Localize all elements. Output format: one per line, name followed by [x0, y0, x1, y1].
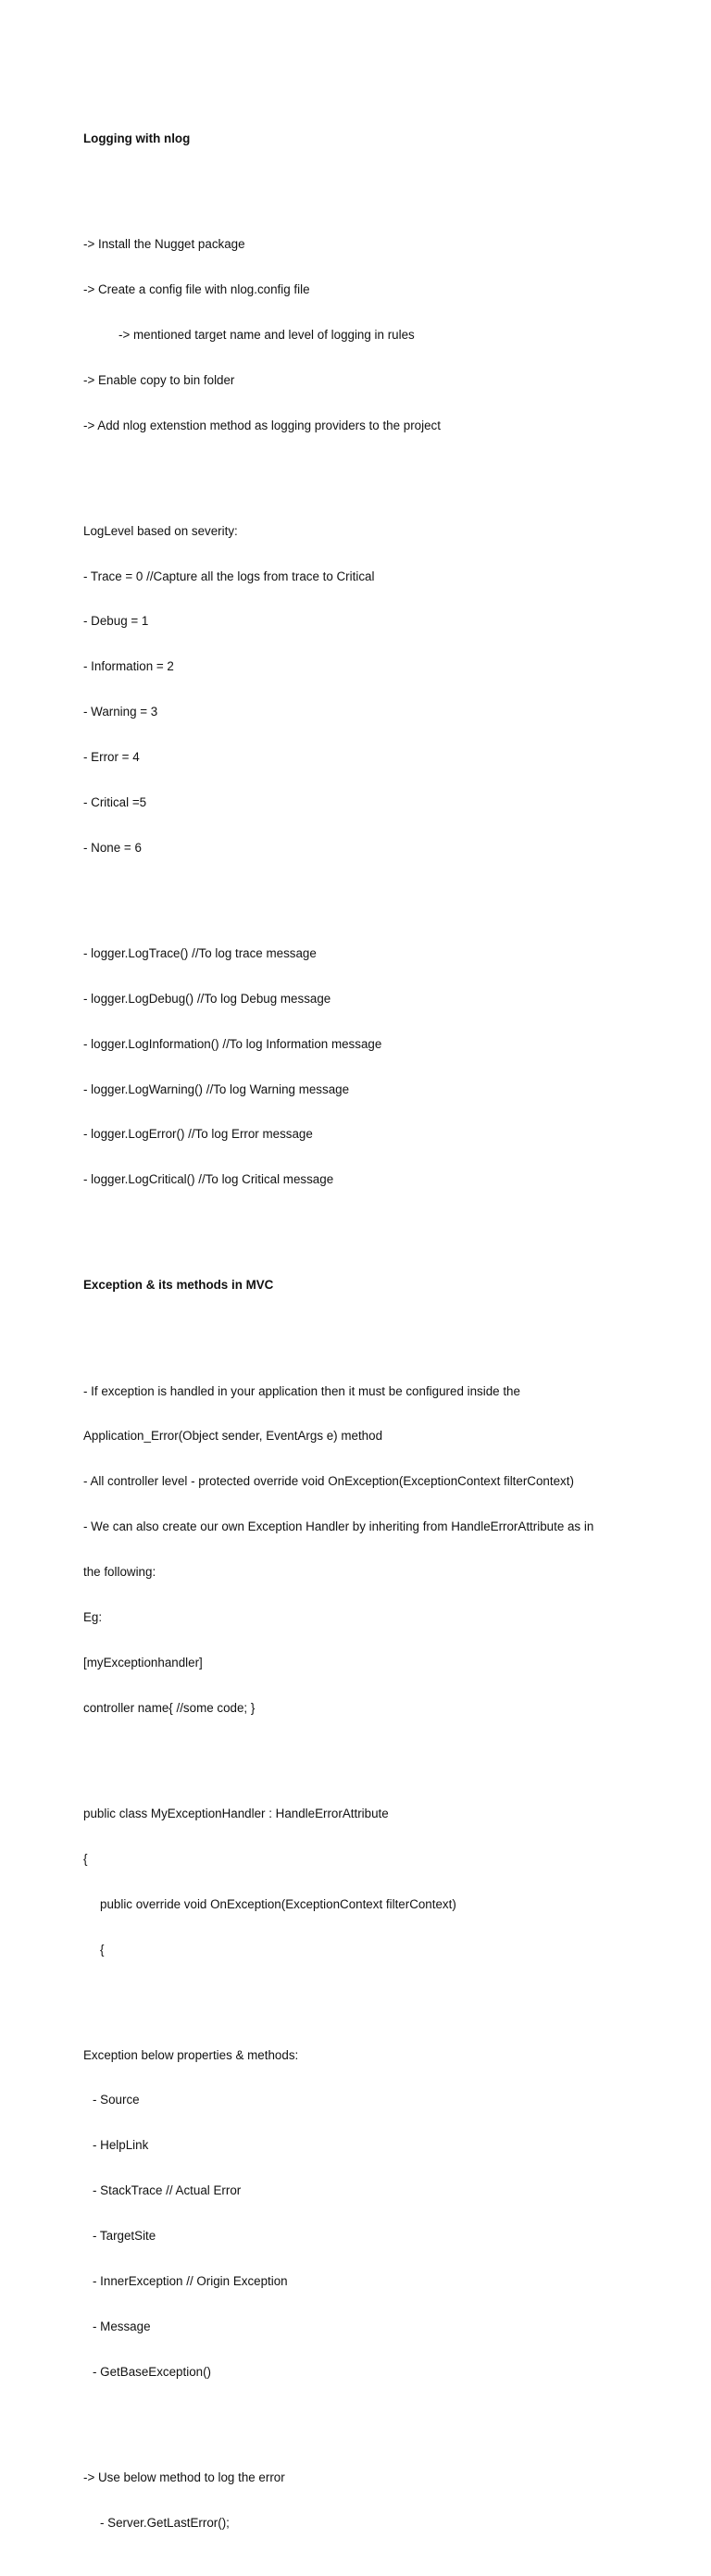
list-item: - Trace = 0 //Capture all the logs from trace to Critical — [83, 569, 375, 583]
list-item: - logger.LogInformation() //To log Information message — [83, 1036, 382, 1051]
code-line: { — [83, 1851, 88, 1866]
list-item: - Error = 4 — [83, 750, 140, 765]
paragraph-line: -> Use below method to log the error — [83, 2470, 285, 2484]
list-item: - logger.LogDebug() //To log Debug message — [83, 991, 331, 1006]
spacer — [83, 1987, 639, 2002]
spacer — [83, 177, 639, 192]
list-item: - Warning = 3 — [83, 705, 158, 719]
spacer — [83, 1746, 639, 1761]
list-item: - logger.LogCritical() //To log Critical message — [83, 1172, 334, 1187]
spacer — [83, 463, 639, 478]
code-line: { — [100, 1942, 105, 1957]
code-line: - Server.GetLastError(); — [100, 2515, 230, 2530]
list-item: - GetBaseException() — [93, 2364, 212, 2379]
list-item: -> mentioned target name and level of logging in rules — [118, 327, 415, 342]
example-label: Eg: — [83, 1609, 103, 1624]
list-item: -> Add nlog extenstion method as logging providers to the project — [83, 418, 441, 432]
list-item: - logger.LogError() //To log Error message — [83, 1127, 313, 1142]
code-line: controller name{ //some code; } — [83, 1700, 256, 1715]
list-item: - logger.LogWarning() //To log Warning message — [83, 1082, 350, 1096]
list-item: - Critical =5 — [83, 794, 147, 809]
code-line: [myExceptionhandler] — [83, 1655, 203, 1669]
spacer — [83, 2410, 639, 2425]
section-heading-logging: Logging with nlog — [83, 131, 191, 145]
spacer — [83, 1218, 639, 1232]
list-item: - TargetSite — [93, 2229, 156, 2244]
list-item: -> Enable copy to bin folder — [83, 372, 235, 387]
paragraph-line: - If exception is handled in your application then it must be configured inside the — [83, 1383, 520, 1398]
spacer — [83, 1323, 639, 1338]
document-body — [83, 86, 639, 2576]
paragraph-line: the following: — [83, 1565, 156, 1580]
properties-title: Exception below properties & methods: — [83, 2047, 299, 2062]
spacer — [83, 886, 639, 901]
code-line: public class MyExceptionHandler : HandleErrorAttribute — [83, 1806, 389, 1820]
list-item: - Information = 2 — [83, 659, 174, 674]
paragraph-line: Application_Error(Object sender, EventArgs e) method — [83, 1429, 383, 1444]
list-item: - Source — [93, 2093, 140, 2107]
loglevel-title: LogLevel based on severity: — [83, 523, 238, 538]
section-heading-exception: Exception & its methods in MVC — [83, 1278, 274, 1293]
code-line: public override void OnException(ExceptionContext filterContext) — [100, 1896, 456, 1911]
list-item: - StackTrace // Actual Error — [93, 2183, 242, 2198]
list-item: - InnerException // Origin Exception — [93, 2274, 288, 2289]
paragraph-line: - All controller level - protected override void OnException(ExceptionContext filterContext) — [83, 1474, 574, 1489]
list-item: - Message — [93, 2319, 151, 2333]
list-item: - Debug = 1 — [83, 614, 149, 629]
list-item: - logger.LogTrace() //To log trace message — [83, 945, 317, 960]
list-item: - None = 6 — [83, 840, 142, 855]
paragraph-line: - We can also create our own Exception Handler by inheriting from HandleErrorAttribute as in — [83, 1519, 594, 1534]
list-item: -> Create a config file with nlog.config file — [83, 281, 310, 296]
list-item: - HelpLink — [93, 2138, 149, 2153]
list-item: -> Install the Nugget package — [83, 236, 245, 251]
